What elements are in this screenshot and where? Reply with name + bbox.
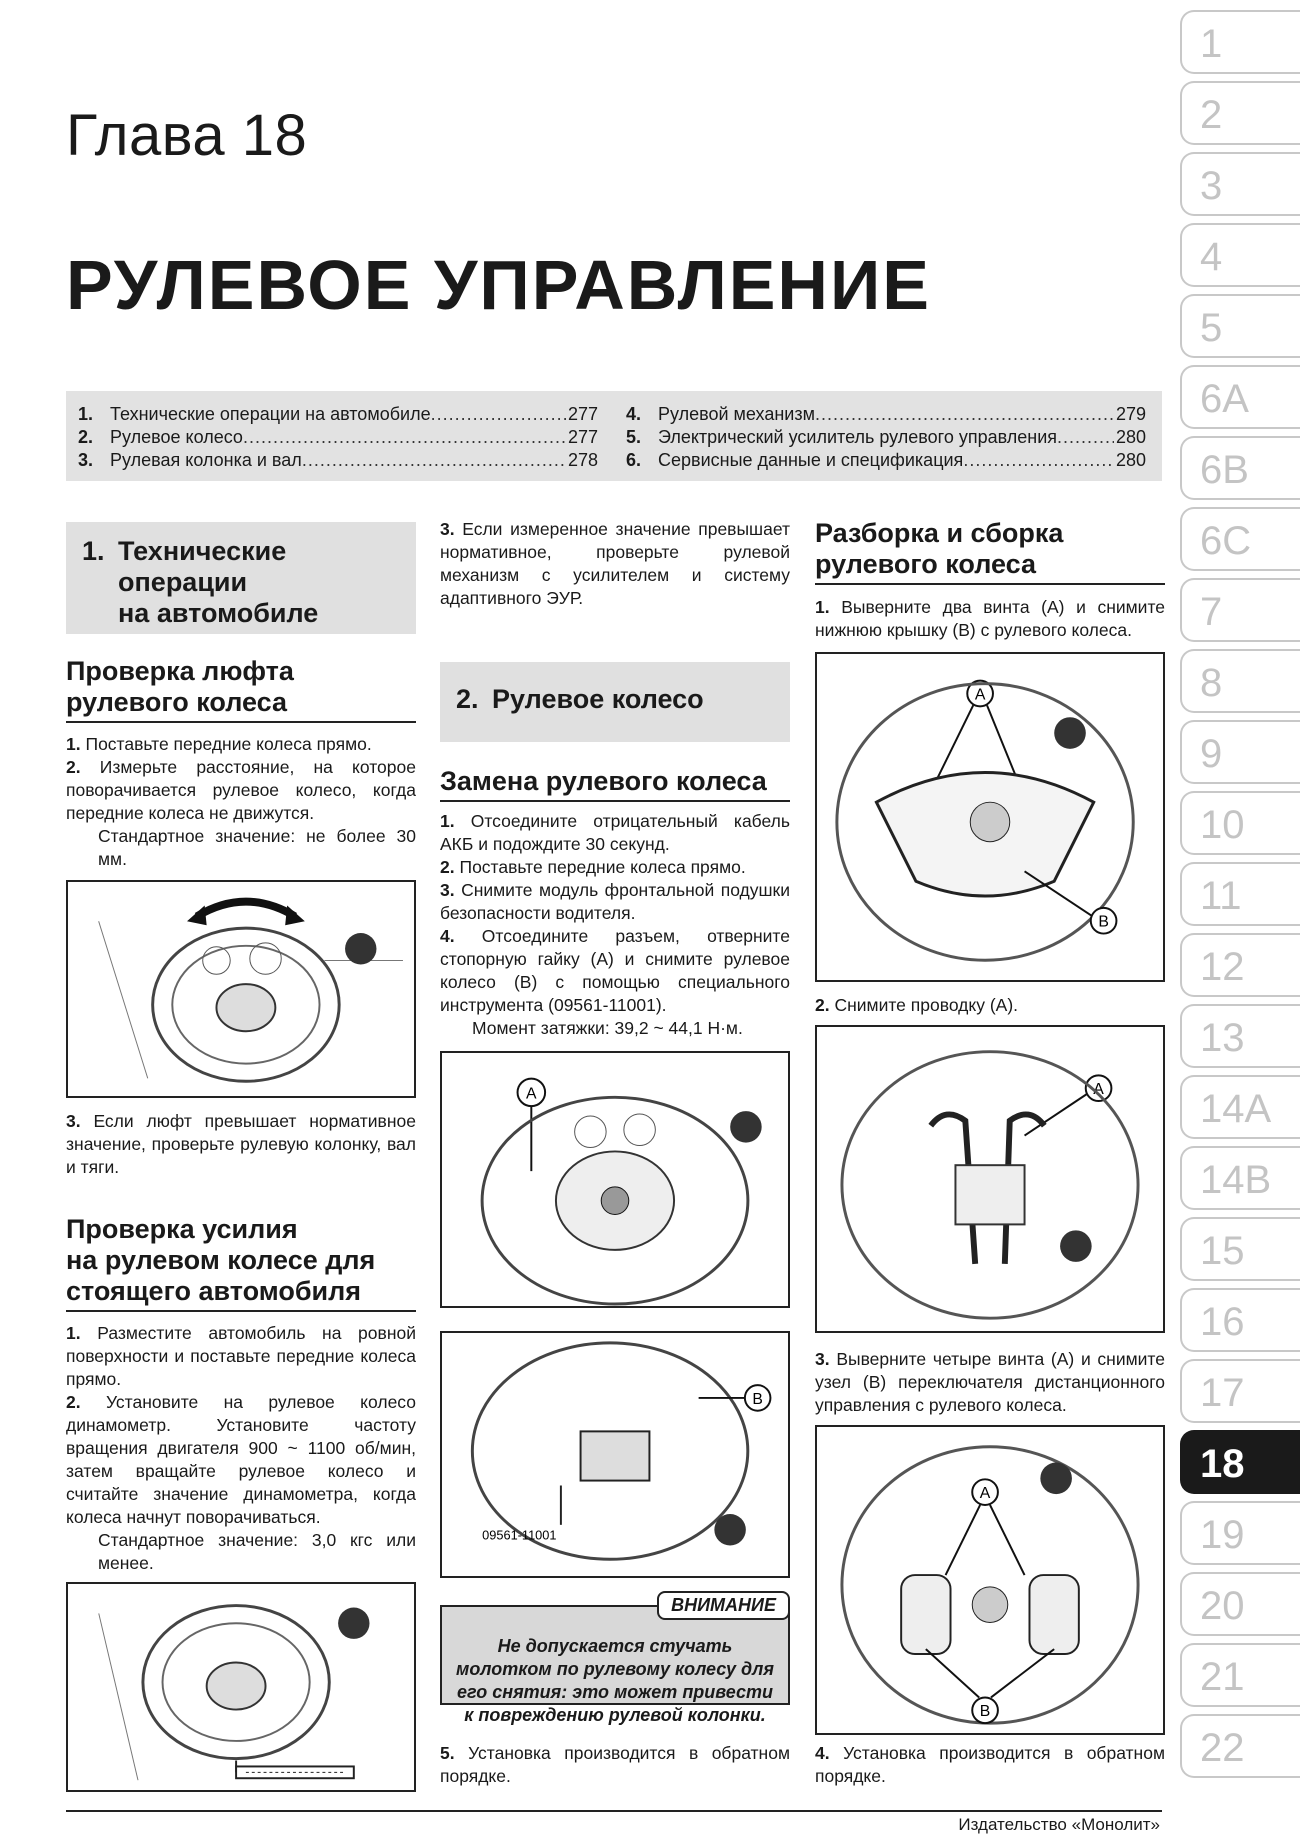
toc-item[interactable] <box>626 426 1146 449</box>
heading-line: Проверка усилия <box>66 1214 298 1244</box>
chapter-tab[interactable] <box>1180 649 1300 713</box>
disassembly-step-3 <box>815 1348 1165 1417</box>
chapter-tab[interactable] <box>1180 81 1300 145</box>
callout-a: A <box>526 1085 537 1103</box>
section-title-line: операции <box>118 567 248 597</box>
wiring-illustration <box>817 1027 1163 1331</box>
heading-line: рулевого колеса <box>66 687 288 717</box>
chapter-tab[interactable] <box>1180 365 1300 429</box>
tab-label: 22 <box>1200 1726 1245 1770</box>
step-text: Поставьте передние колеса прямо. <box>85 734 372 754</box>
step-1 <box>66 1322 416 1391</box>
toc-title: Рулевая колонка и вал <box>110 450 302 470</box>
torque-value: Момент затяжки: 39,2 ~ 44,1 Н·м. <box>472 1018 743 1038</box>
tab-label: 9 <box>1200 732 1223 776</box>
publisher-footer: Издательство «Монолит» <box>958 1815 1160 1834</box>
table-of-contents <box>66 391 1162 481</box>
chapter-tab[interactable] <box>1180 933 1300 997</box>
footer-divider <box>66 1810 1162 1812</box>
step-2 <box>66 1391 416 1529</box>
disassembly-step-1 <box>815 596 1165 642</box>
chapter-tab[interactable] <box>1180 578 1300 642</box>
toc-num: 4. <box>626 404 642 424</box>
chapter-tab[interactable] <box>1180 1288 1300 1352</box>
disassembly-step-4 <box>815 1742 1165 1788</box>
step-4 <box>440 925 790 1017</box>
toc-page: 279 <box>1115 404 1146 424</box>
toc-num: 2. <box>78 427 94 447</box>
chapter-tab[interactable] <box>1180 1714 1300 1778</box>
heading-replace-wheel: Замена рулевого колеса <box>440 766 790 802</box>
toc-num: 1. <box>78 404 94 424</box>
section-2-header <box>440 662 790 742</box>
toc-num: 3. <box>78 450 94 470</box>
heading-line: стоящего автомобиля <box>66 1276 362 1306</box>
toc-page: 280 <box>1115 427 1146 447</box>
tab-label: 6B <box>1200 448 1249 492</box>
disassembly-step-2 <box>815 994 1165 1017</box>
tab-label: 4 <box>1200 235 1223 279</box>
toc-item[interactable] <box>626 403 1146 426</box>
figure-remote-switch <box>815 1425 1165 1735</box>
callout-a: A <box>1093 1081 1104 1099</box>
section-number: 1. <box>82 536 105 566</box>
chapter-tab-active[interactable] <box>1180 1430 1300 1494</box>
step-text: Отсоедините разъем, отверните стопорную гайку (A) и снимите рулевое колесо (B) с помощью специального инструмента (09561-11001). <box>440 926 790 1015</box>
lower-cover-illustration <box>817 654 1163 980</box>
step-num: 3. <box>815 1349 830 1369</box>
tab-label: 11 <box>1200 874 1242 918</box>
page-title: РУЛЕВОЕ УПРАВЛЕНИЕ <box>66 246 931 324</box>
step-2 <box>66 756 416 825</box>
figure-steering-play <box>66 880 416 1098</box>
tab-label: 18 <box>1200 1442 1245 1486</box>
remote-switch-illustration <box>817 1427 1163 1733</box>
chapter-tab[interactable] <box>1180 1004 1300 1068</box>
chapter-tab[interactable] <box>1180 791 1300 855</box>
section-title-line: Технические <box>118 536 287 566</box>
callout-b: B <box>1098 913 1109 931</box>
figure-wiring <box>815 1025 1165 1333</box>
toc-page: 280 <box>1115 450 1146 470</box>
tab-label: 13 <box>1200 1016 1245 1060</box>
step-num: 3. <box>440 880 455 900</box>
section-number: 2. <box>456 684 479 714</box>
toc-item[interactable] <box>78 426 598 449</box>
step-num: 2. <box>440 857 455 877</box>
toc-item[interactable] <box>626 449 1146 472</box>
play-check-steps <box>66 733 416 871</box>
warning-box <box>440 1595 790 1725</box>
tab-label: 17 <box>1200 1371 1245 1415</box>
heading-line: Разборка и сборка <box>815 518 1064 548</box>
toc-title: Сервисные данные и спецификация <box>658 450 964 470</box>
replace-steps <box>440 810 790 1040</box>
step-1 <box>66 733 416 756</box>
step-num: 3. <box>66 1111 81 1131</box>
step-text: Если люфт превышает нормативное значение, проверьте рулевую колонку, вал и тяги. <box>66 1111 416 1177</box>
step-num: 2. <box>66 1392 81 1412</box>
step-text: Снимите проводку (A). <box>834 995 1019 1015</box>
tab-label: 6A <box>1200 377 1249 421</box>
chapter-label: Глава 18 <box>66 103 308 168</box>
toc-title: Технические операции на автомобиле <box>110 404 431 424</box>
tab-label: 16 <box>1200 1300 1245 1344</box>
toc-page: 277 <box>567 427 598 447</box>
tab-label: 3 <box>1200 164 1223 208</box>
chapter-tab[interactable] <box>1180 223 1300 287</box>
toc-item[interactable] <box>78 449 598 472</box>
tab-label: 5 <box>1200 306 1223 350</box>
callout-a: A <box>979 1485 991 1503</box>
step-num: 1. <box>66 734 81 754</box>
section-1-header <box>66 522 416 634</box>
tab-label: 8 <box>1200 661 1223 705</box>
puller-tool-illustration <box>442 1333 788 1576</box>
step-num: 1. <box>66 1323 81 1343</box>
toc-num: 6. <box>626 450 642 470</box>
toc-title: Рулевой механизм <box>658 404 815 424</box>
step-text: Установите на рулевое колесо динамометр. Установите частоту вращения двигателя 900 ~ 1100 об/мин, затем вращайте рулевое колесо и считайте значение динамометра, когда колеса начнут поворачиваться. <box>66 1392 416 1527</box>
toc-right-column <box>626 403 1146 472</box>
chapter-tab[interactable] <box>1180 1359 1300 1423</box>
effort-check-steps <box>66 1322 416 1575</box>
heading-play-check <box>66 656 416 723</box>
warning-text: Не допускается стучать молотком по рулевому колесу для его снятия: это может привести к повреждению рулевой колонки. <box>456 1636 774 1725</box>
chapter-tab[interactable] <box>1180 1217 1300 1281</box>
standard-value: Стандартное значение: не более 30 мм. <box>98 826 416 869</box>
step-text: Установка производится в обратном порядке. <box>440 1743 790 1786</box>
section-title-line: на автомобиле <box>118 598 319 628</box>
toc-title: Электрический усилитель рулевого управления <box>658 427 1058 447</box>
step-num: 4. <box>815 1743 830 1763</box>
figure-lock-nut <box>440 1051 790 1308</box>
step-num: 3. <box>440 519 455 539</box>
step-2 <box>440 856 790 879</box>
tab-label: 10 <box>1200 803 1245 847</box>
chapter-tab[interactable] <box>1180 10 1300 74</box>
toc-item[interactable] <box>78 403 598 426</box>
step-text: Измерьте расстояние, на которое поворачивается рулевое колесо, когда передние колеса не движутся. <box>66 757 416 823</box>
figure-lower-cover <box>815 652 1165 982</box>
figure-puller-tool <box>440 1331 790 1578</box>
toc-left-column <box>78 403 598 472</box>
step-num: 1. <box>815 597 830 617</box>
callout-a: A <box>974 686 986 704</box>
warning-label: ВНИМАНИЕ <box>657 1591 790 1620</box>
step-text: Разместите автомобиль на ровной поверхности и поставьте передние колеса прямо. <box>66 1323 416 1389</box>
toc-page: 277 <box>567 404 598 424</box>
toc-num: 5. <box>626 427 642 447</box>
chapter-tab[interactable] <box>1180 294 1300 358</box>
figure-steering-effort <box>66 1582 416 1792</box>
chapter-tab[interactable] <box>1180 436 1300 500</box>
step-num: 4. <box>440 926 455 946</box>
step-text: Если измеренное значение превышает нормативное, проверьте рулевой механизм с усилителем и систему адаптивного ЭУР. <box>440 519 790 608</box>
tool-code: 09561-11001 <box>482 1527 557 1543</box>
step-num: 2. <box>66 757 81 777</box>
callout-b: B <box>752 1390 763 1408</box>
replace-step-5 <box>440 1742 790 1788</box>
step-text: Поставьте передние колеса прямо. <box>459 857 746 877</box>
chapter-tab[interactable] <box>1180 1146 1300 1210</box>
heading-effort-check <box>66 1214 416 1312</box>
callout-b: B <box>979 1703 991 1721</box>
standard-value: Стандартное значение: 3,0 кгс или менее. <box>98 1530 416 1573</box>
section-title: Рулевое колесо <box>492 684 704 714</box>
heading-disassembly <box>815 518 1165 585</box>
tab-label: 15 <box>1200 1229 1245 1273</box>
tab-label: 12 <box>1200 945 1245 989</box>
chapter-tab[interactable] <box>1180 862 1300 926</box>
heading-line: Проверка люфта <box>66 656 294 686</box>
play-check-step-3-continued <box>440 518 790 610</box>
tab-label: 1 <box>1200 22 1223 66</box>
tab-label: 20 <box>1200 1584 1245 1628</box>
steering-effort-illustration <box>68 1584 414 1790</box>
toc-title: Рулевое колесо <box>110 427 243 447</box>
tab-label: 2 <box>1200 93 1223 137</box>
chapter-tab[interactable] <box>1180 1643 1300 1707</box>
heading-line: на рулевом колесе для <box>66 1245 376 1275</box>
heading-line: рулевого колеса <box>815 549 1037 579</box>
tab-label: 21 <box>1200 1655 1245 1699</box>
chapter-tab[interactable] <box>1180 1501 1300 1565</box>
steering-play-illustration <box>68 882 414 1096</box>
step-num: 2. <box>815 995 830 1015</box>
chapter-tab[interactable] <box>1180 507 1300 571</box>
tab-label: 7 <box>1200 590 1223 634</box>
step-text: Выверните два винта (A) и снимите нижнюю крышку (B) с рулевого колеса. <box>815 597 1165 640</box>
chapter-tab[interactable] <box>1180 1075 1300 1139</box>
step-1 <box>440 810 790 856</box>
toc-page: 278 <box>567 450 598 470</box>
step-text: Отсоедините отрицательный кабель АКБ и подождите 30 секунд. <box>440 811 790 854</box>
lock-nut-illustration <box>442 1053 788 1306</box>
tab-label: 19 <box>1200 1513 1245 1557</box>
chapter-tab[interactable] <box>1180 152 1300 216</box>
tab-label: 14B <box>1200 1158 1272 1202</box>
tab-label: 14A <box>1200 1087 1272 1131</box>
step-text: Снимите модуль фронтальной подушки безопасности водителя. <box>440 880 790 923</box>
chapter-tab[interactable] <box>1180 1572 1300 1636</box>
step-3 <box>440 879 790 925</box>
step-text: Выверните четыре винта (A) и снимите узел (B) переключателя дистанционного управления с рулевого колеса. <box>815 1349 1165 1415</box>
step-text: Установка производится в обратном порядке. <box>815 1743 1165 1786</box>
step-num: 1. <box>440 811 455 831</box>
chapter-tab[interactable] <box>1180 720 1300 784</box>
play-check-step-3 <box>66 1110 416 1179</box>
step-num: 5. <box>440 1743 455 1763</box>
tab-label: 6C <box>1200 519 1252 563</box>
